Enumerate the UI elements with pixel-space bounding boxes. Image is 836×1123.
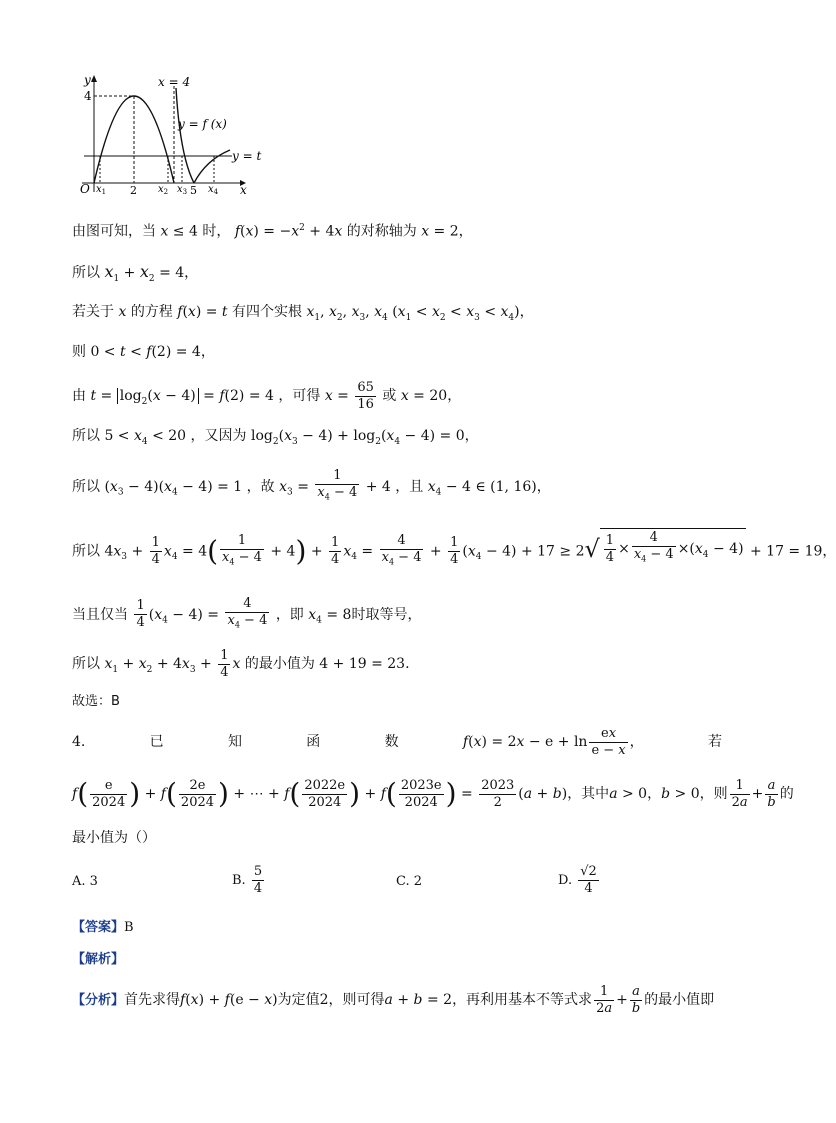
x3-label: $x_3$ — [177, 184, 188, 196]
solution-line-9: 当且仅当 $\frac{1}{4}$ $(x_4 - 4)$ = $\frac{4}{x_4 - 4}$ ，即 $x_4 = 8$时取等号， — [72, 596, 422, 631]
solution-line-8: 所以 $4x_3$ + $\frac{1}{4}$ $x_4 = 4$( $\frac{1}{x_4 - 4}$ + 4) + $\frac{1}{4}$ $x_4$ = $\frac{4}{x_4 - 4}$ + $\frac{1}{4}$ $(x_4 - 4) + 17 \ge 2√$ $\frac{1}{4}$ × $\frac{4}{x_4 - 4}$ $\times(x_4 - 4) + 17 = 19$， — [72, 528, 836, 577]
question-4-line-1: 4. 已 知 函 数 f(x) = 2x − e + ln $\frac{ex}{e - x}$ ， 若 — [72, 725, 722, 758]
solution-line-2: 所以 $x_1 + x_2 = 4$， — [72, 262, 199, 284]
x-tick-2: 2 — [130, 184, 137, 197]
option-c[interactable]: C. 2 — [396, 874, 423, 889]
solution-line-10: 所以 $x_1 + x_2 + 4x_3$ + $\frac{1}{4}$ x 的最小值为 4 + 19 = 23. — [72, 647, 410, 680]
solution-line-7: 所以 $(x_3 - 4)(x_4 - 4) = 1$ ，故 $x_3$ = $\frac{1}{x_4 - 4}$ + 4 ，且 $x_4 - 4$ ∈ (1, 16)， — [72, 468, 551, 502]
y-axis-label: y — [84, 73, 91, 87]
fraction-65-16: $\frac{65}{16}$ — [357, 379, 374, 412]
solution-line-3: 若关于 x 的方程 f(x) = t 有四个实根 $x_1$, $x_2$, $x_3$, $x_4$ $(x_1 < x_2 < x_3 < x_4)$， — [72, 304, 534, 323]
x-tick-5: 5 — [190, 184, 197, 197]
x2-label: $x_2$ — [158, 184, 169, 196]
option-d[interactable]: D. $\frac{√2}{4}$ — [558, 864, 597, 896]
x-axis-label: x — [240, 183, 247, 197]
answer-line: 【答案】B — [72, 920, 134, 935]
x4-label: $x_4$ — [208, 184, 219, 196]
function-graph — [72, 72, 272, 197]
solution-line-4: 则 0 < t < f(2) = 4， — [72, 344, 215, 360]
question-4-line-3: 最小值为（） — [72, 830, 156, 846]
solution-line-1: 由图可知，当 x ≤ 4 时， $f(x) = -x^2 + 4x$ 的对称轴为 x = 2， — [72, 223, 473, 240]
yt-label: y = t — [232, 149, 262, 163]
option-a[interactable]: A. 3 — [72, 874, 98, 889]
solution-line-5: 由 $t = \log_2(x - 4) = f(2) = 4$ ，可得 x = $\frac{65}{16}$ 或 x = 20， — [72, 379, 462, 412]
x1-label: $x_1$ — [96, 184, 107, 196]
option-b[interactable]: B. $\frac{5}{4}$ — [232, 864, 263, 896]
fx-label: y = f (x) — [178, 117, 227, 131]
origin-label: O — [80, 182, 90, 196]
asymptote-label: x = 4 — [158, 75, 191, 89]
analysis-header: 【解析】 — [72, 952, 125, 967]
y-tick-4: 4 — [84, 89, 92, 103]
question-4-line-2: f( $\frac{e}{2024}$ ) + f( $\frac{2e}{2024}$ ) + ⋯ + f( $\frac{2022e}{2024}$ ) + f( $\frac{2023e}{2024}$ ) = $\frac{2023}{2}$ (a + b)，其中a > 0，b > 0，则 $\frac{1}{2a}$ + $\frac{a}{b}$ 的 — [72, 777, 794, 810]
solution-line-6: 所以 $5 < x_4 < 20$ ，又因为 $\log_2(x_3 - 4) + \log_2(x_4 - 4) = 0$， — [72, 428, 479, 447]
choice-result: 故选：B — [72, 694, 120, 709]
fenxi-line: 【分析】首先求得f(x) + f(e − x)为定值2，则可得a + b = 2，再利用基本不等式求 $\frac{1}{2a}$ + $\frac{a}{b}$ 的最小值即 — [72, 983, 715, 1016]
